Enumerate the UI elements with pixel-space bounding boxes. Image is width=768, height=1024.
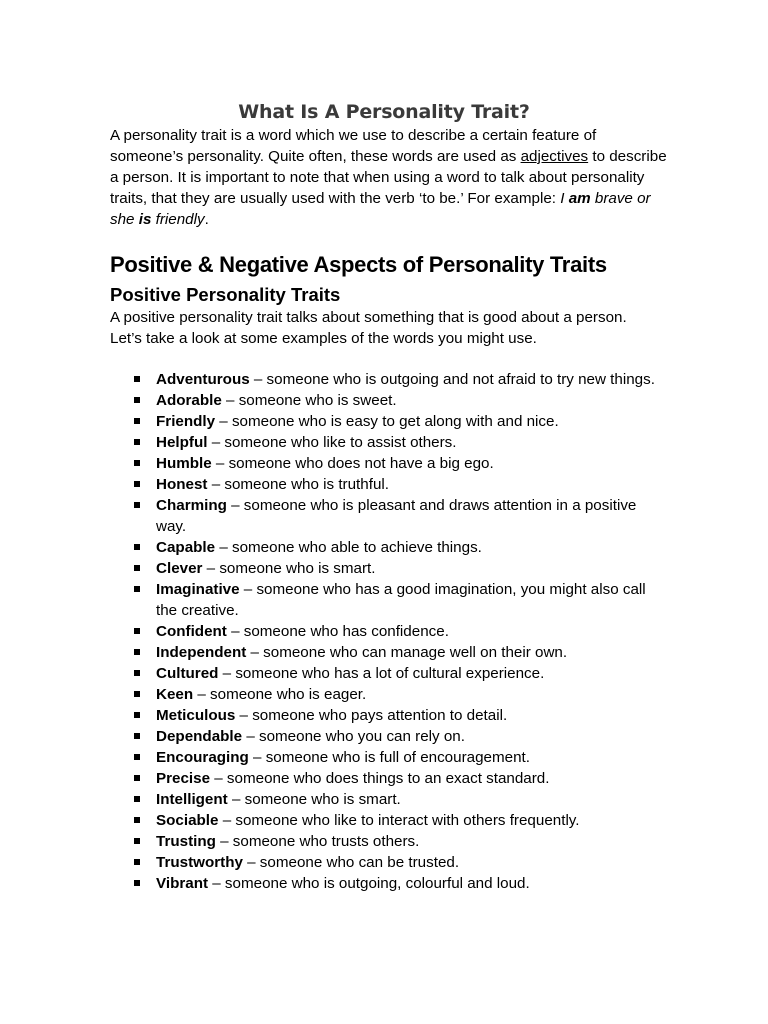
example-end: friendly: [155, 211, 205, 228]
trait-description: – someone who is truthful.: [207, 476, 389, 493]
square-bullet-icon: [134, 838, 140, 844]
trait-description: – someone who has a lot of cultural experience.: [218, 665, 545, 682]
trait-item: [130, 852, 670, 873]
trait-term: Clever: [156, 560, 203, 577]
trait-term: Vibrant: [156, 875, 209, 892]
trait-term: Honest: [156, 476, 208, 493]
trait-term: Keen: [156, 686, 194, 703]
square-bullet-icon: [134, 754, 140, 760]
trait-term: Cultured: [156, 665, 219, 682]
trait-description: – someone who can manage well on their own.: [246, 644, 568, 661]
trait-term: Trusting: [156, 833, 216, 850]
square-bullet-icon: [134, 586, 140, 592]
traits-list: [130, 369, 670, 894]
trait-term: Sociable: [156, 812, 219, 829]
trait-term: Adorable: [156, 392, 222, 409]
example-am: am: [568, 190, 591, 207]
trait-item: [130, 453, 670, 474]
trait-description: – someone who able to achieve things.: [215, 539, 482, 556]
trait-term: Trustworthy: [156, 854, 243, 871]
trait-term: Dependable: [156, 728, 243, 745]
trait-description: – someone who you can rely on.: [242, 728, 465, 745]
trait-term: Intelligent: [156, 791, 228, 808]
trait-term: Encouraging: [156, 749, 249, 766]
trait-description: – someone who is smart.: [227, 791, 401, 808]
trait-term: Capable: [156, 539, 216, 556]
square-bullet-icon: [134, 544, 140, 550]
trait-item: [130, 726, 670, 747]
trait-item: [130, 642, 670, 663]
trait-item: [130, 705, 670, 726]
square-bullet-icon: [134, 880, 140, 886]
trait-description: – someone who has confidence.: [226, 623, 449, 640]
intro-paragraph: [110, 125, 670, 230]
example-mid: brave or she: [110, 190, 651, 228]
subsection-heading: Positive Personality Traits: [110, 284, 341, 305]
trait-item: [130, 579, 670, 621]
trait-item: [130, 663, 670, 684]
trait-item: [130, 768, 670, 789]
trait-description: – someone who is pleasant and draws attention in a positive way.: [156, 497, 637, 535]
square-bullet-icon: [134, 481, 140, 487]
square-bullet-icon: [134, 502, 140, 508]
trait-description: – someone who pays attention to detail.: [235, 707, 508, 724]
trait-term: Precise: [156, 770, 211, 787]
square-bullet-icon: [134, 691, 140, 697]
trait-item: [130, 873, 670, 894]
square-bullet-icon: [134, 775, 140, 781]
square-bullet-icon: [134, 439, 140, 445]
adjectives-link[interactable]: adjectives: [520, 148, 589, 165]
square-bullet-icon: [134, 649, 140, 655]
trait-item: [130, 558, 670, 579]
intro-text-1: A personality trait is a word which we use to describe a certain feature of someone’s personality. Quite often, these words are used as: [110, 127, 597, 165]
trait-item: [130, 789, 670, 810]
trait-term: Meticulous: [156, 707, 236, 724]
square-bullet-icon: [134, 712, 140, 718]
trait-term: Friendly: [156, 413, 216, 430]
page-title: What Is A Personality Trait?: [238, 100, 530, 123]
trait-term: Confident: [156, 623, 227, 640]
square-bullet-icon: [134, 376, 140, 382]
trait-description: – someone who is outgoing, colourful and loud.: [208, 875, 530, 892]
trait-term: Humble: [156, 455, 212, 472]
trait-item: [130, 831, 670, 852]
positive-intro-paragraph: A positive personality trait talks about something that is good about a person. Let’s take a look at some examples of the words you might use.: [110, 309, 627, 347]
trait-term: Helpful: [156, 434, 208, 451]
trait-description: – someone who does not have a big ego.: [211, 455, 494, 472]
trait-item: [130, 621, 670, 642]
trait-description: – someone who is eager.: [193, 686, 367, 703]
square-bullet-icon: [134, 397, 140, 403]
square-bullet-icon: [134, 817, 140, 823]
square-bullet-icon: [134, 418, 140, 424]
trait-term: Independent: [156, 644, 247, 661]
trait-item: [130, 390, 670, 411]
trait-description: – someone who like to interact with others frequently.: [218, 812, 580, 829]
example-i: I: [560, 190, 565, 207]
trait-description: – someone who does things to an exact standard.: [210, 770, 550, 787]
square-bullet-icon: [134, 733, 140, 739]
trait-description: – someone who is easy to get along with and nice.: [215, 413, 559, 430]
example-period: .: [204, 211, 209, 228]
trait-item: [130, 810, 670, 831]
square-bullet-icon: [134, 796, 140, 802]
trait-item: [130, 747, 670, 768]
trait-item: [130, 495, 670, 537]
square-bullet-icon: [134, 670, 140, 676]
trait-description: – someone who can be trusted.: [242, 854, 460, 871]
trait-description: – someone who trusts others.: [215, 833, 420, 850]
trait-item: [130, 684, 670, 705]
trait-item: [130, 411, 670, 432]
trait-term: Imaginative: [156, 581, 240, 598]
trait-description: – someone who is sweet.: [221, 392, 397, 409]
intro-text-2: to describe a person. It is important to note that when using a word to talk about personality traits, that they are usually used with the verb ‘to be.’ For example:: [110, 148, 667, 207]
trait-description: – someone who is full of encouragement.: [248, 749, 530, 766]
trait-item: [130, 432, 670, 453]
trait-item: [130, 537, 670, 558]
trait-description: – someone who is smart.: [202, 560, 376, 577]
square-bullet-icon: [134, 859, 140, 865]
square-bullet-icon: [134, 628, 140, 634]
trait-item: [130, 474, 670, 495]
example-is: is: [138, 211, 152, 228]
trait-description: – someone who has a good imagination, you might also call the creative.: [156, 581, 646, 619]
trait-description: – someone who is outgoing and not afraid to try new things.: [249, 371, 655, 388]
square-bullet-icon: [134, 460, 140, 466]
trait-description: – someone who like to assist others.: [207, 434, 457, 451]
trait-term: Adventurous: [156, 371, 250, 388]
trait-term: Charming: [156, 497, 227, 514]
section-heading: Positive & Negative Aspects of Personality Traits: [110, 252, 607, 277]
square-bullet-icon: [134, 565, 140, 571]
trait-item: [130, 369, 670, 390]
